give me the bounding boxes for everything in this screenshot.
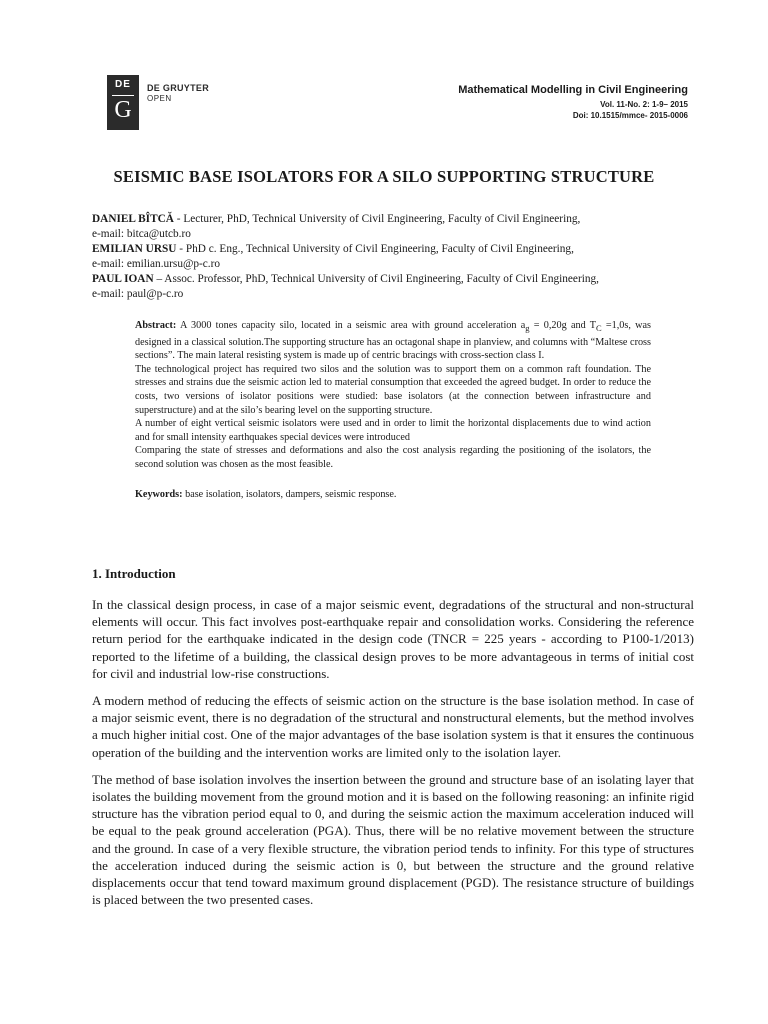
- author-list: [92, 212, 692, 302]
- author-entry: [92, 212, 692, 227]
- author-email: e-mail: paul@p-c.ro: [92, 288, 184, 300]
- subscript: C: [595, 323, 602, 334]
- abstract-text: =1,0s, was designed in a classical solution.The supporting structure has an octagonal shape in planview, and columns with “Maltese cross sections”. The main lateral resisting system is made up of centric bracings with cross-section class I.: [135, 320, 651, 362]
- publisher-sub: OPEN: [147, 94, 172, 103]
- author-name: EMILIAN URSU: [92, 243, 177, 255]
- logo-letter: G: [114, 97, 132, 123]
- author-affiliation: – Assoc. Professor, PhD, Technical University of Civil Engineering, Faculty of Civil Engineering,: [153, 273, 599, 285]
- journal-title: Mathematical Modelling in Civil Engineering: [458, 84, 688, 96]
- body-paragraph: In the classical design process, in case of a major seismic event, degradations of the structural and non-structural elements will occur. This fact involves post-earthquake repair and consolidation works. Considering the reference return period for the earthquake indicated in the design code (TNCR = 225 years - according to P100-1/2013) reported to the lifetime of a building, the classical design proves to be more advantageous in terms of initial cost for civil and industrial low-rise constructions.: [92, 597, 694, 681]
- author-affiliation: - Lecturer, PhD, Technical University of Civil Engineering, Faculty of Civil Engineering,: [173, 213, 581, 225]
- logo-top-text: DE: [115, 79, 131, 90]
- body-paragraph: A modern method of reducing the effects of seismic action on the structure is the base isolation method. In case of a major seismic event, there is no degradation of the structural and nonstructural elements, but the method involves a much higher initial cost. One of the major advantages of the base isolation system is that it ensures the continuous operation of the building and the intervention works are limited only to the isolation layer.: [92, 693, 694, 760]
- logo-divider: [112, 95, 134, 96]
- journal-doi: Doi: 10.1515/mmce- 2015-0006: [572, 111, 688, 120]
- abstract-text: A 3000 tones capacity silo, located in a seismic area with ground acceleration a: [176, 320, 526, 331]
- abstract-paragraph: Comparing the state of stresses and deformations and also the cost analysis regarding the positioning of the isolators, the second solution was chosen as the most feasible.: [135, 445, 651, 470]
- author-affiliation: - PhD c. Eng., Technical University of Civil Engineering, Faculty of Civil Engineering,: [176, 243, 574, 255]
- abstract-paragraph: A number of eight vertical seismic isolators were used and in order to limit the horizontal displacements due to wind action and for small intensity earthquakes special devices were introduced: [135, 418, 651, 443]
- author-entry: [92, 242, 692, 257]
- author-entry: [92, 272, 692, 287]
- journal-volume: Vol. 11-No. 2: 1-9– 2015: [600, 100, 688, 109]
- publisher-name: DE GRUYTER: [147, 83, 210, 93]
- paper-title: SEISMIC BASE ISOLATORS FOR A SILO SUPPORTING STRUCTURE: [113, 167, 655, 186]
- keywords-text: base isolation, isolators, dampers, seismic response.: [182, 488, 397, 500]
- abstract-text: = 0,20g and T: [529, 320, 596, 331]
- author-email: e-mail: bitca@utcb.ro: [92, 228, 191, 240]
- author-name: PAUL IOAN: [92, 273, 154, 285]
- author-name: DANIEL BÎTCĂ: [92, 213, 174, 225]
- author-email: e-mail: emilian.ursu@p-c.ro: [92, 258, 221, 270]
- abstract-label: Abstract:: [135, 320, 177, 331]
- abstract: [135, 319, 651, 501]
- keywords-label: Keywords:: [135, 488, 183, 500]
- subscript: g: [525, 323, 530, 334]
- publisher-logo: [107, 75, 139, 130]
- section-body: [92, 596, 694, 918]
- keywords: [135, 488, 651, 502]
- abstract-paragraph: The technological project has required two silos and the solution was to support them on a common raft foundation. The stresses and strains due the seismic action led to material consumption that exceeded the agreed budget. In order to reduce the costs, two versions of isolator positions were studied: base isolators (at the connection between infrastructure and superstructure) and at the silo’s bearing level on the supporting structure.: [135, 363, 651, 416]
- abstract-paragraph: [135, 319, 651, 363]
- body-paragraph: The method of base isolation involves the insertion between the ground and structure base of an isolating layer that isolates the building movement from the ground motion and it is based on the following reasoning: an infinite rigid structure has the vibration period equal to 0, and during the seismic action the maximum acceleration induced will be equal to the peak ground acceleration (PGA). Thus, there will be no relative movement between the structure and the ground. In case of a very flexible structure, the vibration period tends to infinity. For this type of structures the acceleration induced during the seismic action is 0, but between the structure and the ground relative displacements occur that tend toward maximum ground displacement (PGD). The resistance structure of buildings is placed between the two presented cases.: [92, 771, 694, 908]
- section-heading: 1. Introduction: [92, 566, 176, 581]
